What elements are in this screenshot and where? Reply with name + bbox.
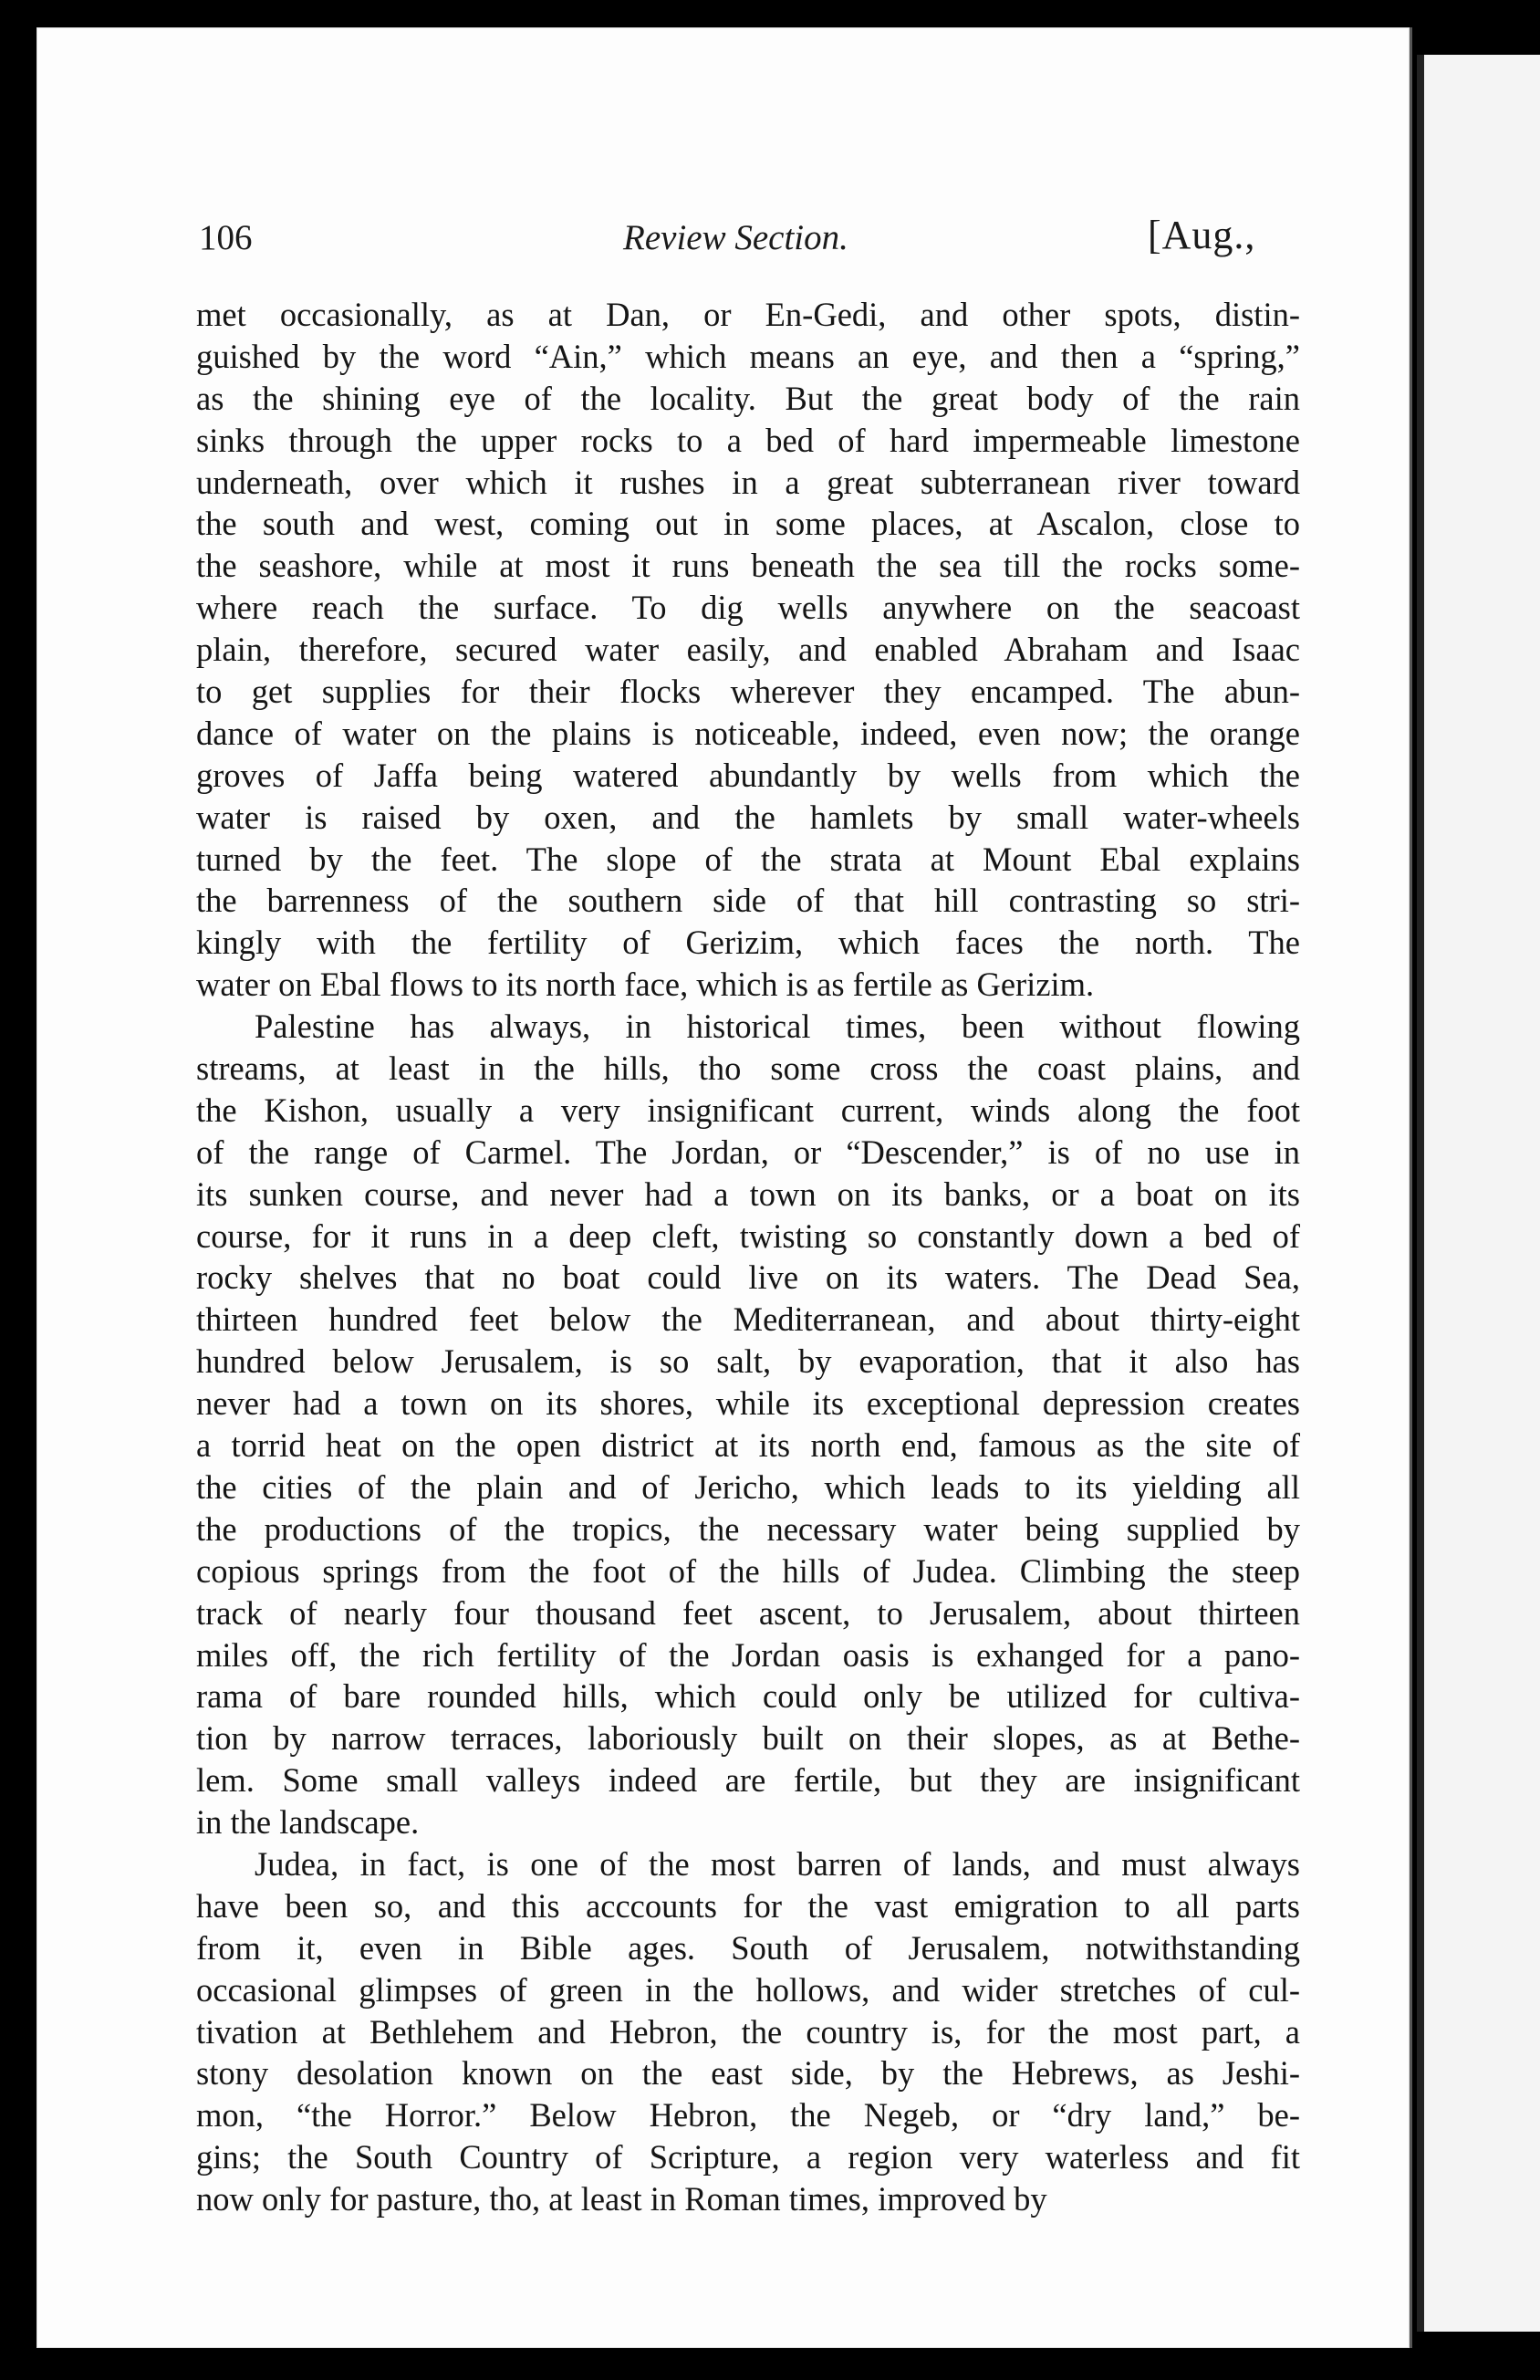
text-line: copious springs from the foot of the hills of Judea. Climbing the steep (196, 1551, 1300, 1590)
paragraph (196, 1006, 1300, 1843)
running-head (199, 208, 1294, 263)
text-line: streams, at least in the hills, tho some cross the coast plains, and (196, 1049, 1300, 1088)
text-line: hundred below Jerusalem, is so salt, by evaporation, that it also has (196, 1342, 1300, 1381)
paragraph (196, 294, 1300, 1006)
text-line: course, for it runs in a deep cleft, twisting so constantly down a bed of (196, 1216, 1300, 1255)
text-line: have been so, and this acccounts for the vast emigration to all parts (196, 1886, 1300, 1925)
body-text (196, 294, 1300, 2220)
text-line: miles off, the rich fertility of the Jordan oasis is exhanged for a pano- (196, 1635, 1300, 1674)
text-line: stony desolation known on the east side, by the Hebrews, as Jeshi- (196, 2054, 1300, 2093)
text-line: gins; the South Country of Scripture, a region very waterless and fit (196, 2138, 1300, 2176)
text-line: rocky shelves that no boat could live on its waters. The Dead Sea, (196, 1258, 1300, 1297)
text-line: the seashore, while at most it runs beneath the sea till the rocks some- (196, 547, 1300, 585)
text-line: never had a town on its shores, while its exceptional depression creates (196, 1384, 1300, 1423)
paragraph (196, 1843, 1300, 2220)
text-line: now only for pasture, tho, at least in Roman times, improved by (196, 2180, 1047, 2218)
text-line: thirteen hundred feet below the Mediterranean, and about thirty-eight (196, 1300, 1300, 1339)
text-line: a torrid heat on the open district at its north end, famous as the site of (196, 1426, 1300, 1465)
text-line: the barrenness of the southern side of that hill contrasting so stri- (196, 882, 1300, 920)
text-line: lem. Some small valleys indeed are fertile, but they are insignificant (196, 1761, 1300, 1800)
text-line: tivation at Bethlehem and Hebron, the country is, for the most part, a (196, 2012, 1300, 2051)
text-line: rama of bare rounded hills, which could only be utilized for cultiva- (196, 1677, 1300, 1716)
text-line: sinks through the upper rocks to a bed of hard impermeable limestone (196, 421, 1300, 459)
text-line: of the range of Carmel. The Jordan, or “Descender,” is of no use in (196, 1133, 1300, 1171)
text-line: track of nearly four thousand feet ascent, to Jerusalem, about thirteen (196, 1593, 1300, 1632)
text-line: from it, even in Bible ages. South of Jerusalem, notwithstanding (196, 1928, 1300, 1967)
text-line: mon, “the Horror.” Below Hebron, the Negeb, or “dry land,” be- (196, 2096, 1300, 2135)
text-line: kingly with the fertility of Gerizim, which faces the north. The (196, 924, 1300, 962)
text-line: the cities of the plain and of Jericho, which leads to its yielding all (196, 1467, 1300, 1506)
text-line: the Kishon, usually a very insignificant current, winds along the foot (196, 1091, 1300, 1129)
text-line: where reach the surface. To dig wells anywhere on the seacoast (196, 589, 1300, 627)
text-line: underneath, over which it rushes in a great subterranean river toward (196, 463, 1300, 501)
adjacent-page-edge (1417, 55, 1540, 2332)
text-line: met occasionally, as at Dan, or En-Gedi, and other spots, distin- (196, 296, 1300, 333)
text-line: as the shining eye of the locality. But the great body of the rain (196, 379, 1300, 417)
text-line: dance of water on the plains is noticeable, indeed, even now; the orange (196, 714, 1300, 752)
section-title: Review Section. (623, 218, 848, 257)
text-line: Judea, in fact, is one of the most barren of lands, and must always (255, 1844, 1300, 1883)
text-line: guished by the word “Ain,” which means an eye, and then a “spring,” (196, 337, 1300, 375)
text-line: its sunken course, and never had a town on its banks, or a boat on its (196, 1174, 1300, 1213)
text-line: occasional glimpses of green in the hollows, and wider stretches of cul- (196, 1970, 1300, 2009)
text-line: in the landscape. (196, 1803, 420, 1842)
text-line: groves of Jaffa being watered abundantly by wells from which the (196, 756, 1300, 794)
text-line: Palestine has always, in historical times, been without flowing (255, 1007, 1300, 1046)
text-line: the productions of the tropics, the necessary water being supplied by (196, 1509, 1300, 1548)
issue-month: [Aug., (1148, 213, 1256, 257)
text-line: tion by narrow terraces, laboriously built on their slopes, as at Bethe- (196, 1719, 1300, 1758)
page-number: 106 (199, 218, 253, 257)
text-line: plain, therefore, secured water easily, and enabled Abraham and Isaac (196, 631, 1300, 669)
text-line: water is raised by oxen, and the hamlets by small water-wheels (196, 798, 1300, 836)
text-line: the south and west, coming out in some places, at Ascalon, close to (196, 505, 1300, 543)
text-line: turned by the feet. The slope of the strata at Mount Ebal explains (196, 840, 1300, 878)
text-line: water on Ebal flows to its north face, which is as fertile as Gerizim. (196, 966, 1095, 1004)
text-line: to get supplies for their flocks wherever they encamped. The abun- (196, 673, 1300, 711)
